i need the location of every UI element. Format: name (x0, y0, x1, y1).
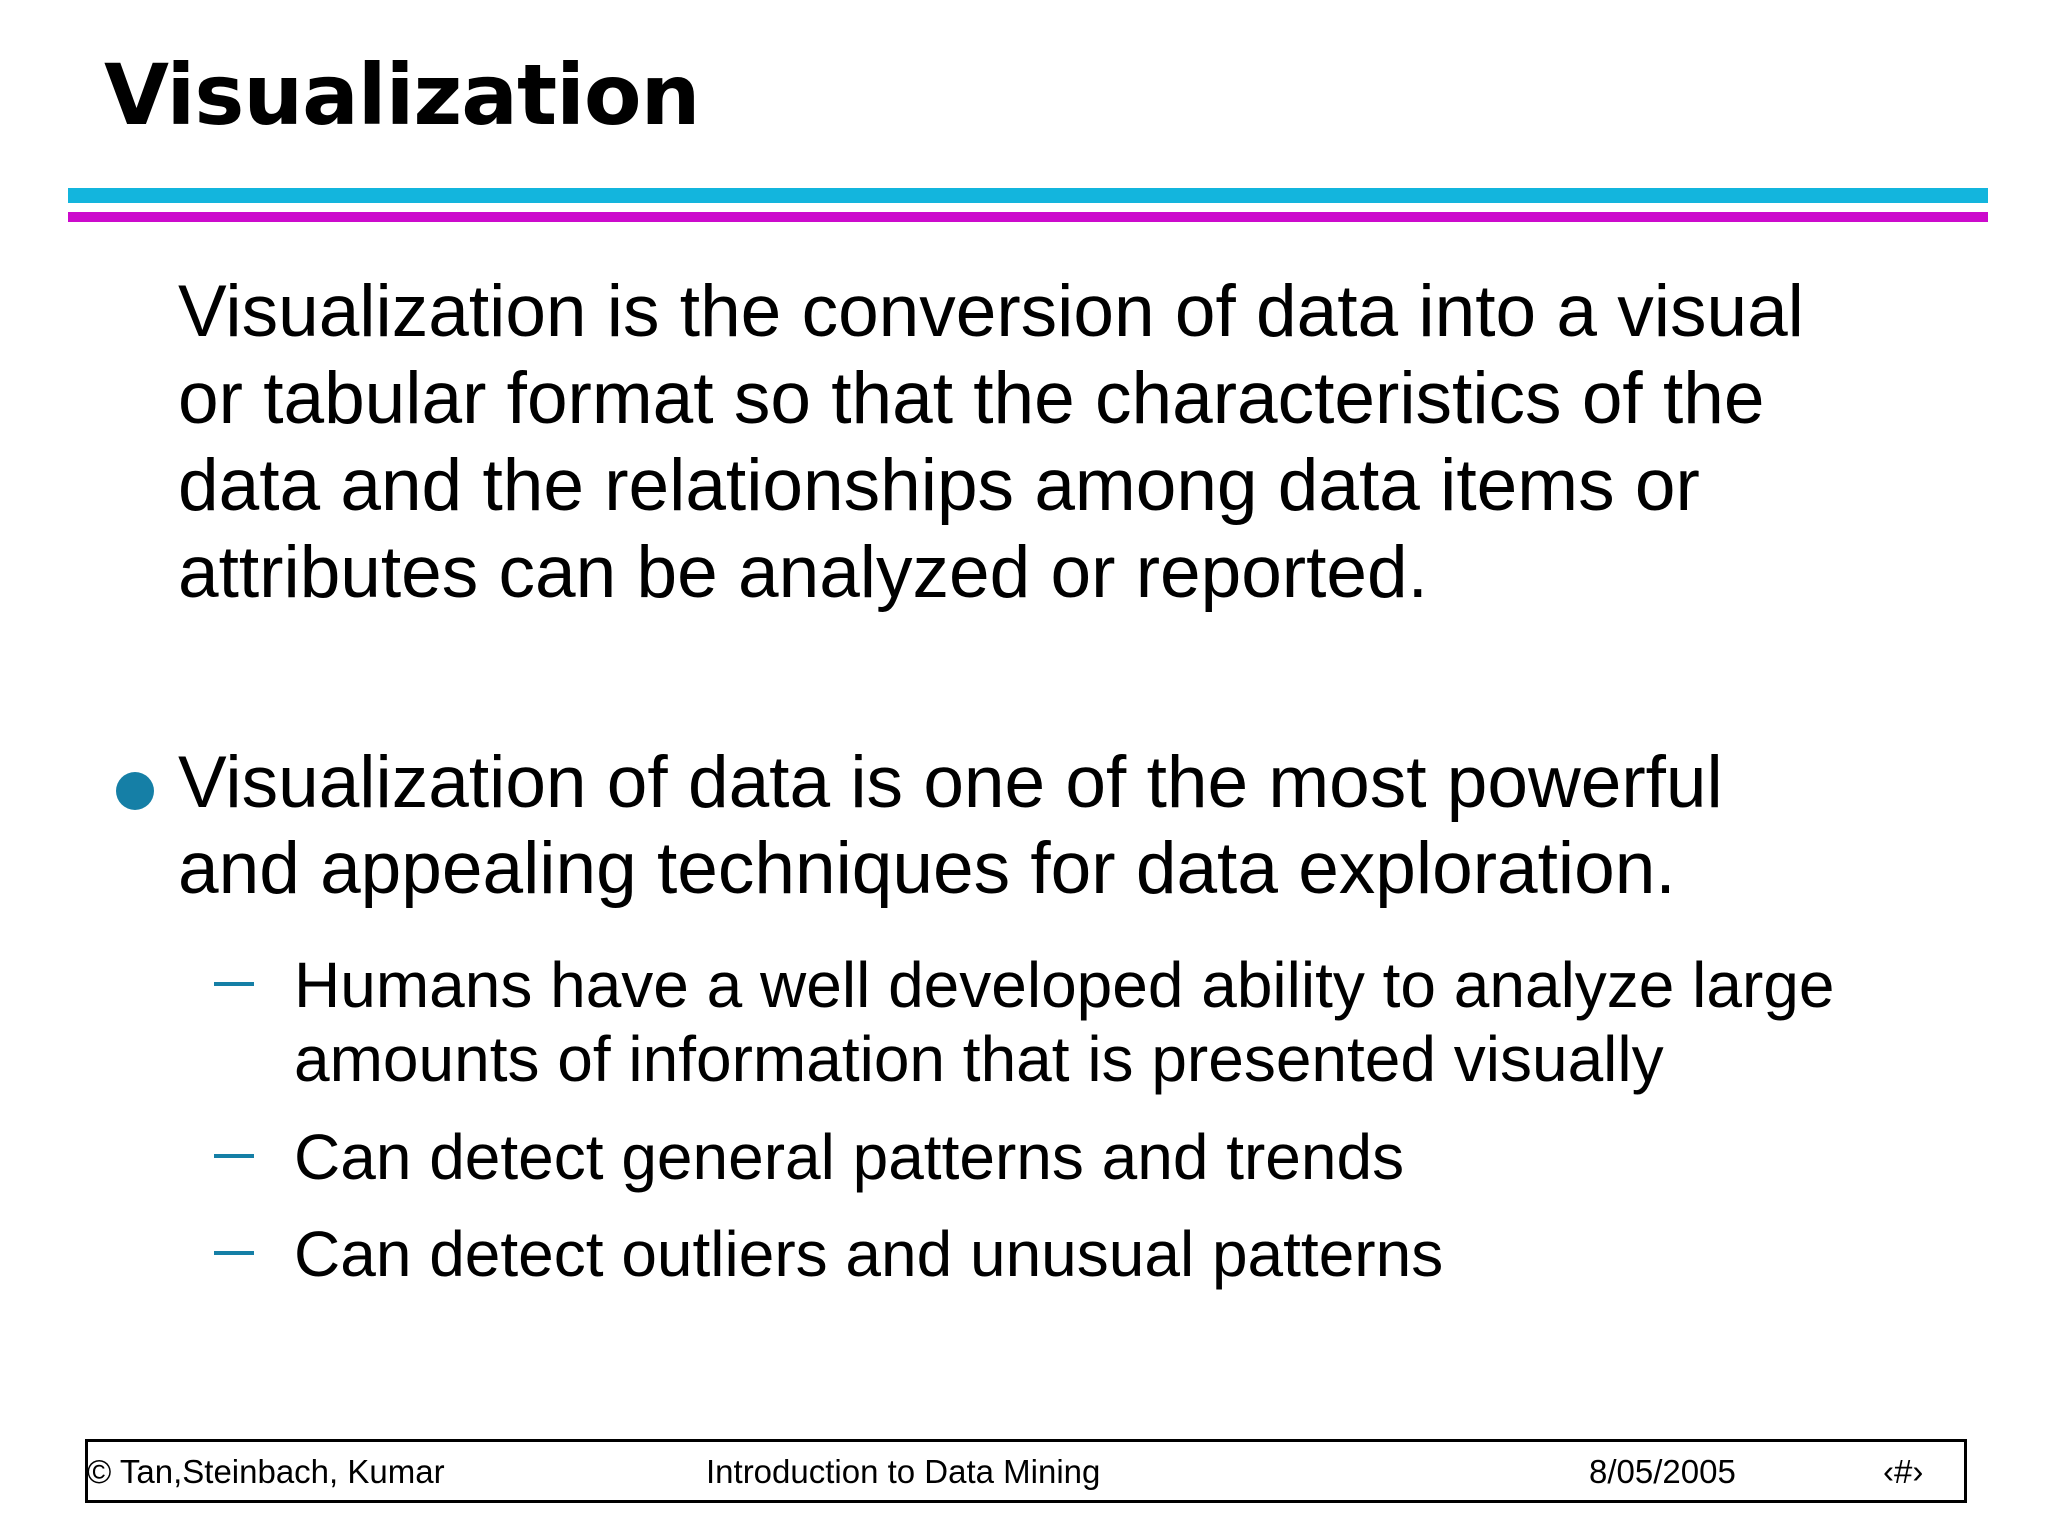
sub-bullet-line: Can detect general patterns and trends (294, 1121, 1405, 1193)
bullet-line: and appealing techniques for data exploration. (178, 828, 1676, 909)
dash-icon (214, 1251, 254, 1255)
title-rule-magenta (68, 212, 1988, 222)
sub-bullet-patterns (294, 1120, 1404, 1194)
intro-line: or tabular format so that the characteristics of the (178, 358, 1765, 439)
footer-course: Introduction to Data Mining (706, 1453, 1101, 1490)
title-rule-cyan (68, 188, 1988, 203)
bullet-line: Visualization of data is one of the most powerful (178, 742, 1723, 823)
footer-authors: © Tan,Steinbach, Kumar (87, 1453, 445, 1490)
dash-icon (214, 982, 254, 986)
sub-bullet-line: Can detect outliers and unusual patterns (294, 1218, 1444, 1290)
sub-bullet-humans (294, 948, 1834, 1096)
sub-bullet-line: Humans have a well developed ability to analyze large (294, 949, 1835, 1021)
intro-line: Visualization is the conversion of data into a visual (178, 271, 1804, 352)
dash-icon (214, 1154, 254, 1158)
bullet-text (178, 740, 1723, 912)
bullet-dot-icon (116, 772, 154, 810)
intro-line: data and the relationships among data items or (178, 445, 1700, 526)
slide-title: Visualization (104, 46, 700, 144)
sub-bullet-line: amounts of information that is presented visually (294, 1023, 1664, 1095)
intro-line: attributes can be analyzed or reported. (178, 532, 1428, 613)
title-rule-gap (68, 203, 1988, 212)
intro-paragraph (178, 268, 1998, 616)
footer-date: 8/05/2005 (1589, 1453, 1736, 1490)
sub-bullet-outliers (294, 1217, 1443, 1291)
footer-page-number: ‹#› (1883, 1453, 1924, 1490)
